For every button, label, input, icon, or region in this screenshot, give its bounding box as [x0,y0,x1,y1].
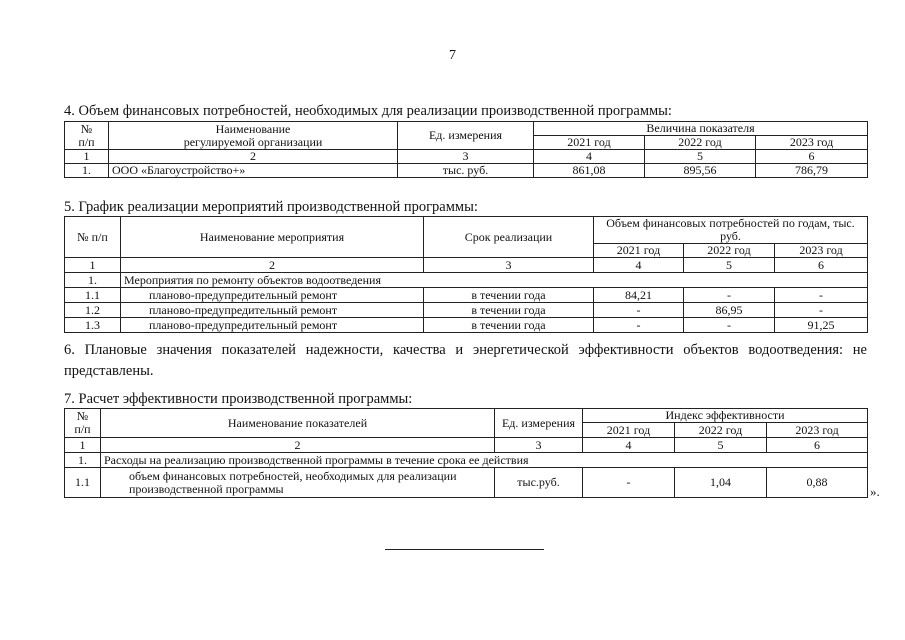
group-name: Расходы на реализацию производственной программы в течение срока ее действия [101,453,868,468]
col-header-year-2023: 2023 год [767,423,868,438]
col-header-num: № п/п [65,409,101,438]
column-index-row: 1 2 3 4 5 6 [65,150,868,164]
indicator-name: объем финансовых потребностей, необходимых для реализации производственной программы [101,468,495,498]
value-2023: 786,79 [756,164,868,178]
unit: тыс.руб. [495,468,583,498]
column-index-row: 1 2 3 4 5 6 [65,258,868,273]
col-header-num: № п/п [65,217,121,258]
group-row [65,453,868,468]
col-header-financial-needs: Объем финансовых потребностей по годам, тыс. руб. [594,217,868,244]
col-header-org-name: Наименование регулируемой организации [109,122,398,150]
col-header-year-2021: 2021 год [534,136,645,150]
col-header-indicator-name: Наименование показателей [101,409,495,438]
group-row [65,273,868,288]
row-num: 1. [65,453,101,468]
col-header-year-2021: 2021 год [594,244,684,258]
value-2021: - [583,468,675,498]
col-header-measure-name: Наименование мероприятия [121,217,424,258]
value-2022: 895,56 [645,164,756,178]
value-2021: 861,08 [534,164,645,178]
bottom-separator-line [385,549,544,550]
table-row: 1.1 планово-предупредительный ремонт в течении года 84,21 - - [65,288,868,303]
col-header-num: № п/п [65,122,109,150]
row-num: 1. [65,164,109,178]
org-name: ООО «Благоустройство+» [109,164,398,178]
value-2022: 1,04 [675,468,767,498]
col-header-efficiency-index: Индекс эффективности [583,409,868,423]
measures-schedule-table [64,216,868,333]
closing-quote: ». [870,484,880,499]
col-header-year-2023: 2023 год [756,136,868,150]
col-header-year-2022: 2022 год [675,423,767,438]
section-5-heading: 5. График реализации мероприятий производственной программы: [64,199,478,215]
section-7-heading: 7. Расчет эффективности производственной программы: [64,391,413,407]
row-num: 1.1 [65,468,101,498]
row-num: 1. [65,273,121,288]
col-header-year-2023: 2023 год [775,244,868,258]
table-row [65,164,868,178]
column-index-row: 1 2 3 4 5 6 [65,438,868,453]
efficiency-table [64,408,868,498]
table-row: 1.2 планово-предупредительный ремонт в течении года - 86,95 - [65,303,868,318]
page-number: 7 [449,48,456,63]
value-2023: 0,88 [767,468,868,498]
col-header-unit: Ед. измерения [398,122,534,150]
col-header-year-2022: 2022 год [684,244,775,258]
section-6-text: 6. Плановые значения показателей надежности, качества и энергетической эффективности объектов водоотведения: не представлены. [64,342,867,379]
col-header-unit: Ед. измерения [495,409,583,438]
financial-needs-table [64,121,868,178]
col-header-year-2022: 2022 год [645,136,756,150]
col-header-indicator-value: Величина показателя [534,122,868,136]
group-name: Мероприятия по ремонту объектов водоотведения [121,273,868,288]
section-4-heading: 4. Объем финансовых потребностей, необходимых для реализации производственной программы: [64,103,672,119]
table-row [65,468,868,498]
col-header-year-2021: 2021 год [583,423,675,438]
unit: тыс. руб. [398,164,534,178]
col-header-term: Срок реализации [424,217,594,258]
table-row: 1.3 планово-предупредительный ремонт в течении года - - 91,25 [65,318,868,333]
